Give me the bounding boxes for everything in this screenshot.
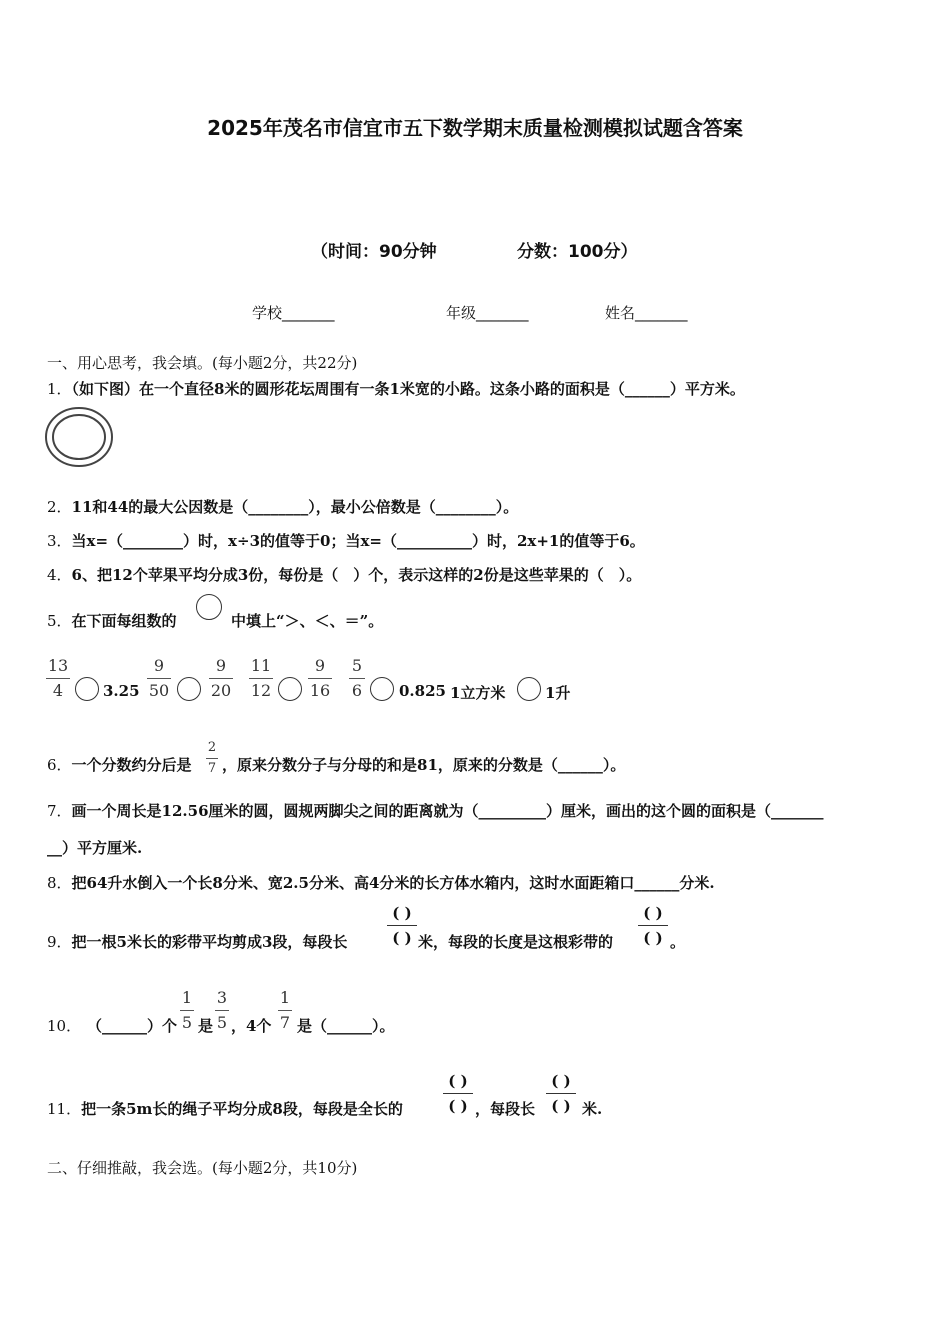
question-11-text: ，每段长 (475, 1100, 536, 1118)
question-text: 当x=（________）时，x÷3的值等于0；当x=（__________）时，2x+1的值等于6。 (71, 532, 645, 550)
numerator-blank: ( ) (448, 1072, 468, 1090)
numerator: 1 (181, 988, 193, 1007)
question-text: 在下面每组数的 (71, 612, 177, 630)
decimal-value: 0.825 (399, 682, 446, 700)
question-text: 11和44的最大公因数是（________），最小公倍数是（________）。 (71, 498, 519, 516)
question-number: 2． (47, 498, 72, 516)
denominator-blank: ( ) (448, 1097, 468, 1115)
question-6 (47, 754, 192, 775)
blank-fraction[interactable] (443, 1071, 473, 1116)
blank-fraction[interactable] (638, 903, 668, 948)
numerator: 1 (279, 988, 291, 1007)
fraction (147, 656, 171, 701)
time-limit: （时间：90分钟 (311, 242, 437, 262)
volume-left: 1立方米 (450, 684, 506, 702)
fraction-bar (546, 1093, 576, 1094)
numerator: 9 (153, 656, 165, 675)
fraction-bar (387, 925, 417, 926)
numerator-blank: ( ) (392, 904, 412, 922)
name-field: 姓名_______ (605, 304, 688, 322)
denominator-blank: ( ) (643, 929, 663, 947)
question-text: 把一根5米长的彩带平均剪成3段，每段长 (71, 933, 348, 951)
ring-path-figure (44, 406, 116, 468)
question-7 (47, 800, 824, 821)
volume-right: 1升 (545, 684, 571, 702)
denominator-blank: ( ) (551, 1097, 571, 1115)
fraction-bar (206, 758, 218, 759)
fraction (349, 656, 365, 701)
question-10 (47, 1015, 81, 1036)
question-5 (47, 610, 177, 631)
numerator: 11 (250, 656, 272, 675)
numerator: 13 (47, 656, 69, 675)
denominator: 7 (279, 1013, 291, 1032)
question-11-end: 米. (582, 1100, 603, 1118)
numerator: 9 (314, 656, 326, 675)
question-9-text: 米，每段的长度是这根彩带的 (418, 933, 614, 951)
compare-circle[interactable] (370, 677, 394, 701)
question-10-text: 是 (198, 1017, 214, 1035)
fraction (180, 988, 194, 1033)
question-text: 一个分数约分后是 (71, 756, 192, 774)
denominator: 5 (181, 1013, 193, 1032)
school-field: 学校_______ (252, 304, 335, 322)
compare-circle (196, 594, 222, 620)
fraction-bar (180, 1010, 194, 1011)
section-1-heading: 一、用心思考，我会填。(每小题2分，共22分) (47, 354, 358, 372)
fraction (46, 656, 70, 701)
compare-circle[interactable] (278, 677, 302, 701)
fraction-bar (349, 678, 365, 679)
question-number: 7． (47, 802, 72, 820)
question-10-text: 是（______）。 (297, 1017, 395, 1035)
fraction (209, 656, 233, 701)
question-number: 10． (47, 1017, 82, 1035)
inner-circle (53, 415, 105, 459)
fraction-bar (278, 1010, 292, 1011)
question-1 (47, 378, 745, 399)
question-3 (47, 530, 645, 551)
fraction-bar (147, 678, 171, 679)
denominator: 5 (216, 1013, 228, 1032)
question-11 (47, 1098, 403, 1119)
numerator: 5 (351, 656, 363, 675)
section-2-heading: 二、仔细推敲，我会选。(每小题2分，共10分) (47, 1159, 358, 1177)
compare-circle[interactable] (177, 677, 201, 701)
question-2 (47, 496, 518, 517)
question-number: 3． (47, 532, 72, 550)
numerator: 2 (207, 740, 217, 755)
denominator: 6 (351, 681, 363, 700)
fraction-bar (443, 1093, 473, 1094)
question-5-instruction: 中填上“＞、＜、＝”。 (231, 612, 384, 630)
question-number: 6． (47, 756, 72, 774)
question-number: 8． (47, 874, 72, 892)
question-8 (47, 872, 715, 893)
denominator: 50 (148, 681, 170, 700)
fraction (215, 988, 229, 1033)
question-text: 把一条5m长的绳子平均分成8段，每段是全长的 (81, 1100, 403, 1118)
numerator: 3 (216, 988, 228, 1007)
numerator-blank: ( ) (643, 904, 663, 922)
question-9-end: 。 (670, 933, 686, 951)
question-6-text: ，原来分数分子与分母的和是81，原来的分数是（______）。 (222, 756, 626, 774)
blank-fraction[interactable] (546, 1071, 576, 1116)
question-text: 6、把12个苹果平均分成3份，每份是（ ）个，表示这样的2份是这些苹果的（ ）。 (71, 566, 642, 584)
denominator: 16 (309, 681, 331, 700)
denominator: 20 (210, 681, 232, 700)
page-title: 2025年茂名市信宜市五下数学期末质量检测模拟试题含答案 (207, 116, 743, 140)
fraction-bar (249, 678, 273, 679)
denominator: 12 (250, 681, 272, 700)
question-10-text: （______）个 (87, 1017, 178, 1035)
fraction (278, 988, 292, 1033)
compare-circle[interactable] (517, 677, 541, 701)
question-text: （如下图）在一个直径8米的圆形花坛周围有一条1米宽的小路。这条小路的面积是（______）平方米。 (71, 380, 745, 398)
question-number: 5． (47, 612, 72, 630)
denominator: 4 (52, 681, 64, 700)
fraction (249, 656, 273, 701)
fraction-bar (46, 678, 70, 679)
fraction-bar (308, 678, 332, 679)
outer-circle (46, 408, 112, 466)
blank-fraction[interactable] (387, 903, 417, 948)
question-4 (47, 564, 641, 585)
question-7-continued: __）平方厘米. (47, 839, 143, 857)
question-9 (47, 931, 347, 952)
question-10-text: ，4个 (231, 1017, 272, 1035)
question-text: 画一个周长是12.56厘米的圆，圆规两脚尖之间的距离就为（_________）厘米，画出的这个圆的面积是（_______ (71, 802, 824, 820)
numerator: 9 (215, 656, 227, 675)
denominator: 7 (207, 761, 217, 776)
fraction (308, 656, 332, 701)
fraction (206, 740, 218, 777)
question-text: 把64升水倒入一个长8分米、宽2.5分米、高4分米的长方体水箱内，这时水面距箱口______分米. (71, 874, 715, 892)
numerator-blank: ( ) (551, 1072, 571, 1090)
compare-circle[interactable] (75, 677, 99, 701)
decimal-value: 3.25 (103, 682, 140, 700)
fraction-bar (638, 925, 668, 926)
fraction-bar (215, 1010, 229, 1011)
question-number: 11． (47, 1100, 82, 1118)
total-score: 分数：100分） (517, 242, 638, 262)
grade-field: 年级_______ (446, 304, 529, 322)
denominator-blank: ( ) (392, 929, 412, 947)
question-number: 4． (47, 566, 72, 584)
question-number: 1． (47, 380, 72, 398)
question-number: 9． (47, 933, 72, 951)
fraction-bar (209, 678, 233, 679)
